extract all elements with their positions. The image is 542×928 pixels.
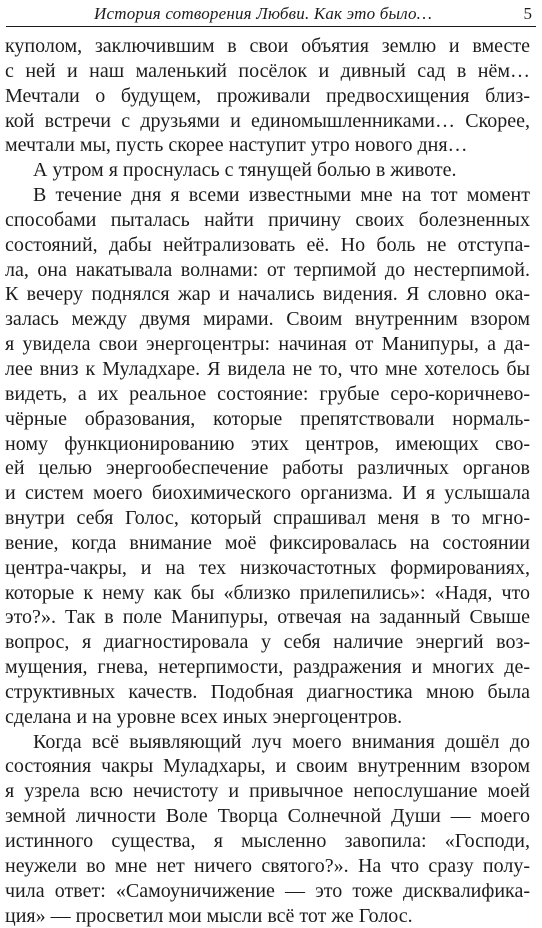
text-line: сделана и на уровне всех иных энергоцентров. <box>5 705 403 728</box>
text-line: мущения, гнева, нетерпимости, раздражения и многих де- <box>5 656 530 679</box>
paragraph <box>5 183 530 730</box>
running-title: История сотворения Любви. Как это было… <box>94 4 433 23</box>
text-line: видеть, а их реальное состояние: грубые серо-коричнево- <box>5 382 530 405</box>
text-line: ция» — просветил мои мысли всё тот же Голос. <box>5 904 413 927</box>
text-line: состояния чакры Муладхары, и своим внутренним взором <box>5 755 530 778</box>
text-line: и систем моего биохимического организма. И я услышала <box>5 482 530 505</box>
text-line: кой встречи с друзьями и единомышленниками… Скорее, <box>5 109 530 132</box>
text-line: я узрела всю нечистоту и привычное непослушание моей <box>5 780 530 803</box>
text-line: А утром я проснулась с тянущей болью в животе. <box>33 159 457 182</box>
text-line: лее вниз к Муладхаре. Я видела не то, что мне хотелось бы <box>5 357 530 380</box>
text-line: К вечеру поднялся жар и начались видения. Я словно ока- <box>5 283 530 306</box>
text-line: чила ответ: «Самоуничижение — это тоже дисквалифика- <box>5 879 530 902</box>
text-line: земной личности Воле Творца Солнечной Души — моего <box>5 805 530 828</box>
text-line: В течение дня я всеми известными мне на тот момент <box>33 184 530 207</box>
text-line: ей целью энергообеспечение работы различных органов <box>5 457 530 480</box>
text-line: я увидела свои энергоцентры: начиная от Манипуры, а да- <box>5 333 530 356</box>
text-line: неужели во мне нет ничего святого?». На что сразу полу- <box>5 854 530 877</box>
text-line: вопрос, я диагностировала у себя наличие энергий воз- <box>5 631 530 654</box>
text-line: истинного существа, я мысленно завопила: «Господи, <box>5 830 530 852</box>
running-header <box>6 4 536 27</box>
text-line: способами пыталась найти причину своих болезненных <box>5 208 530 231</box>
text-line: состояний, дабы нейтрализовать её. Но боль не отступа- <box>5 233 530 256</box>
paragraph <box>5 730 530 928</box>
text-line: Мечтали о будущем, проживали предвосхищения близ- <box>5 84 530 107</box>
text-line: ному функционированию этих центров, имеющих сво- <box>5 432 530 455</box>
text-line: куполом, заключившим в свои объятия землю и вместе <box>5 35 530 57</box>
page-number: 5 <box>523 4 532 23</box>
text-line: Когда всё выявляющий луч моего внимания дошёл до <box>33 730 530 753</box>
text-line: с ней и наш маленький посёлок и дивный сад в нём… <box>5 59 530 82</box>
text-line: это?». Так в поле Манипуры, отвечая на заданный Свыше <box>5 606 530 629</box>
text-line: залась между двумя мирами. Своим внутренним взором <box>5 308 530 331</box>
text-line: чёрные образования, которые препятствовали нормаль- <box>5 407 530 430</box>
text-line: вение, когда внимание моё фиксировалась на состоянии <box>5 531 530 554</box>
text-line: ла, она накатывала волнами: от терпимой до нестерпимой. <box>5 258 530 281</box>
paragraph <box>5 158 530 183</box>
text-line: внутри себя Голос, который спрашивал меня в то мгно- <box>5 507 530 530</box>
text-line: мечтали мы, пусть скорее наступит утро нового дня… <box>5 134 468 157</box>
text-line: центра-чакры, и на тех низкочастотных формированиях, <box>5 556 530 579</box>
paragraph <box>5 34 530 158</box>
text-line: структивных качеств. Подобная диагностика мною была <box>5 680 530 703</box>
text-line: которые к нему как бы «близко прилепились»: «Надя, что <box>5 581 530 604</box>
page-body <box>5 34 530 928</box>
